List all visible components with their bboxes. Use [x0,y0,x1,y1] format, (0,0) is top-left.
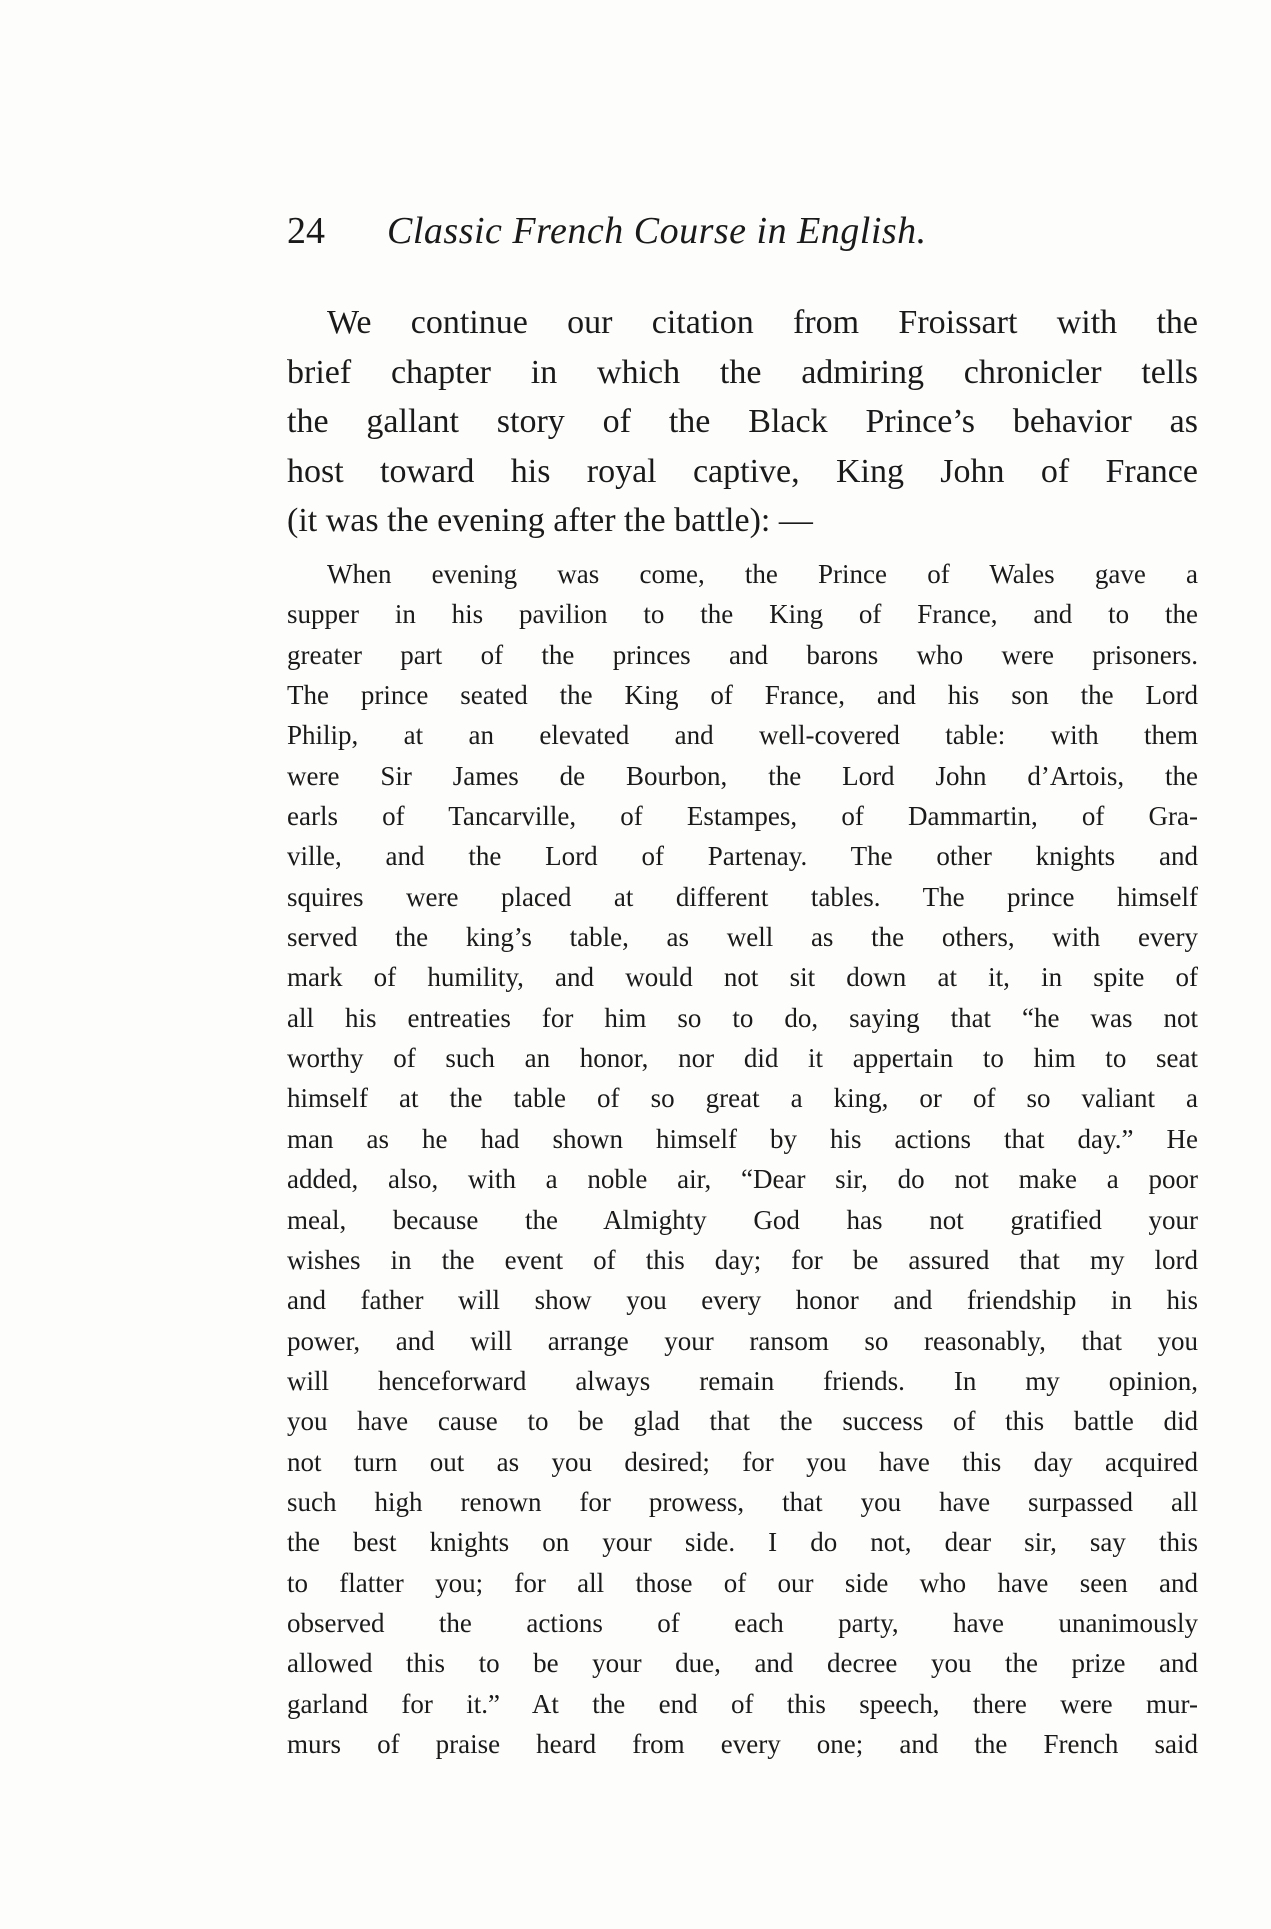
running-title: Classic French Course in English. [387,210,927,252]
quote-line: the best knights on your side. I do not, dear sir, say this [287,1527,1198,1558]
running-head [287,206,1087,256]
quote-line: allowed this to be your due, and decree you the prize and [287,1648,1198,1679]
quote-line: all his entreaties for him so to do, saying that “he was not [287,1002,1198,1033]
quote-line: such high renown for prowess, that you have surpassed all [287,1486,1198,1517]
quote-line: garland for it.” At the end of this speech, there were mur- [287,1688,1198,1719]
quote-line: were Sir James de Bourbon, the Lord John d’Artois, the [287,760,1198,791]
quoted-passage [287,554,1198,1764]
quote-line: you have cause to be glad that the success of this battle did [287,1406,1198,1437]
quote-line: man as he had shown himself by his actions that day.” He [287,1123,1198,1154]
quote-line: The prince seated the King of France, and his son the Lord [287,680,1198,711]
intro-line: brief chapter in which the admiring chronicler tells [287,353,1198,391]
quote-line: Philip, at an elevated and well-covered table: with them [287,720,1198,751]
quote-line: added, also, with a noble air, “Dear sir, do not make a poor [287,1164,1198,1195]
quote-line: wishes in the event of this day; for be assured that my lord [287,1244,1198,1275]
intro-paragraph [287,298,1198,546]
quote-line: will henceforward always remain friends. In my opinion, [287,1365,1198,1396]
quote-line: murs of praise heard from every one; and the French said [287,1728,1198,1759]
quote-line: greater part of the princes and barons who were prisoners. [287,639,1198,670]
quote-line: ville, and the Lord of Partenay. The other knights and [287,841,1198,872]
quote-line: mark of humility, and would not sit down at it, in spite of [287,962,1198,993]
quote-line: supper in his pavilion to the King of France, and to the [287,599,1198,630]
intro-line: host toward his royal captive, King John of France [287,452,1198,490]
quote-line: earls of Tancarville, of Estampes, of Dammartin, of Gra- [287,801,1198,832]
quote-line: himself at the table of so great a king, or of so valiant a [287,1083,1198,1114]
quote-line: meal, because the Almighty God has not gratified your [287,1204,1198,1235]
intro-line: (it was the evening after the battle): — [287,502,813,539]
quote-line: and father will show you every honor and friendship in his [287,1285,1198,1316]
page-number: 24 [287,210,325,252]
quote-line: worthy of such an honor, nor did it appertain to him to seat [287,1043,1198,1074]
quote-line: observed the actions of each party, have unanimously [287,1607,1198,1638]
quote-line: When evening was come, the Prince of Wales gave a [327,559,1198,589]
quote-line: squires were placed at different tables. The prince himself [287,881,1198,912]
quote-line: served the king’s table, as well as the others, with every [287,922,1198,953]
intro-line: We continue our citation from Froissart with the [327,304,1198,341]
quote-line: power, and will arrange your ransom so reasonably, that you [287,1325,1198,1356]
quote-line: to flatter you; for all those of our side who have seen and [287,1567,1198,1598]
quote-line: not turn out as you desired; for you have this day acquired [287,1446,1198,1477]
intro-line: the gallant story of the Black Prince’s behavior as [287,403,1198,440]
